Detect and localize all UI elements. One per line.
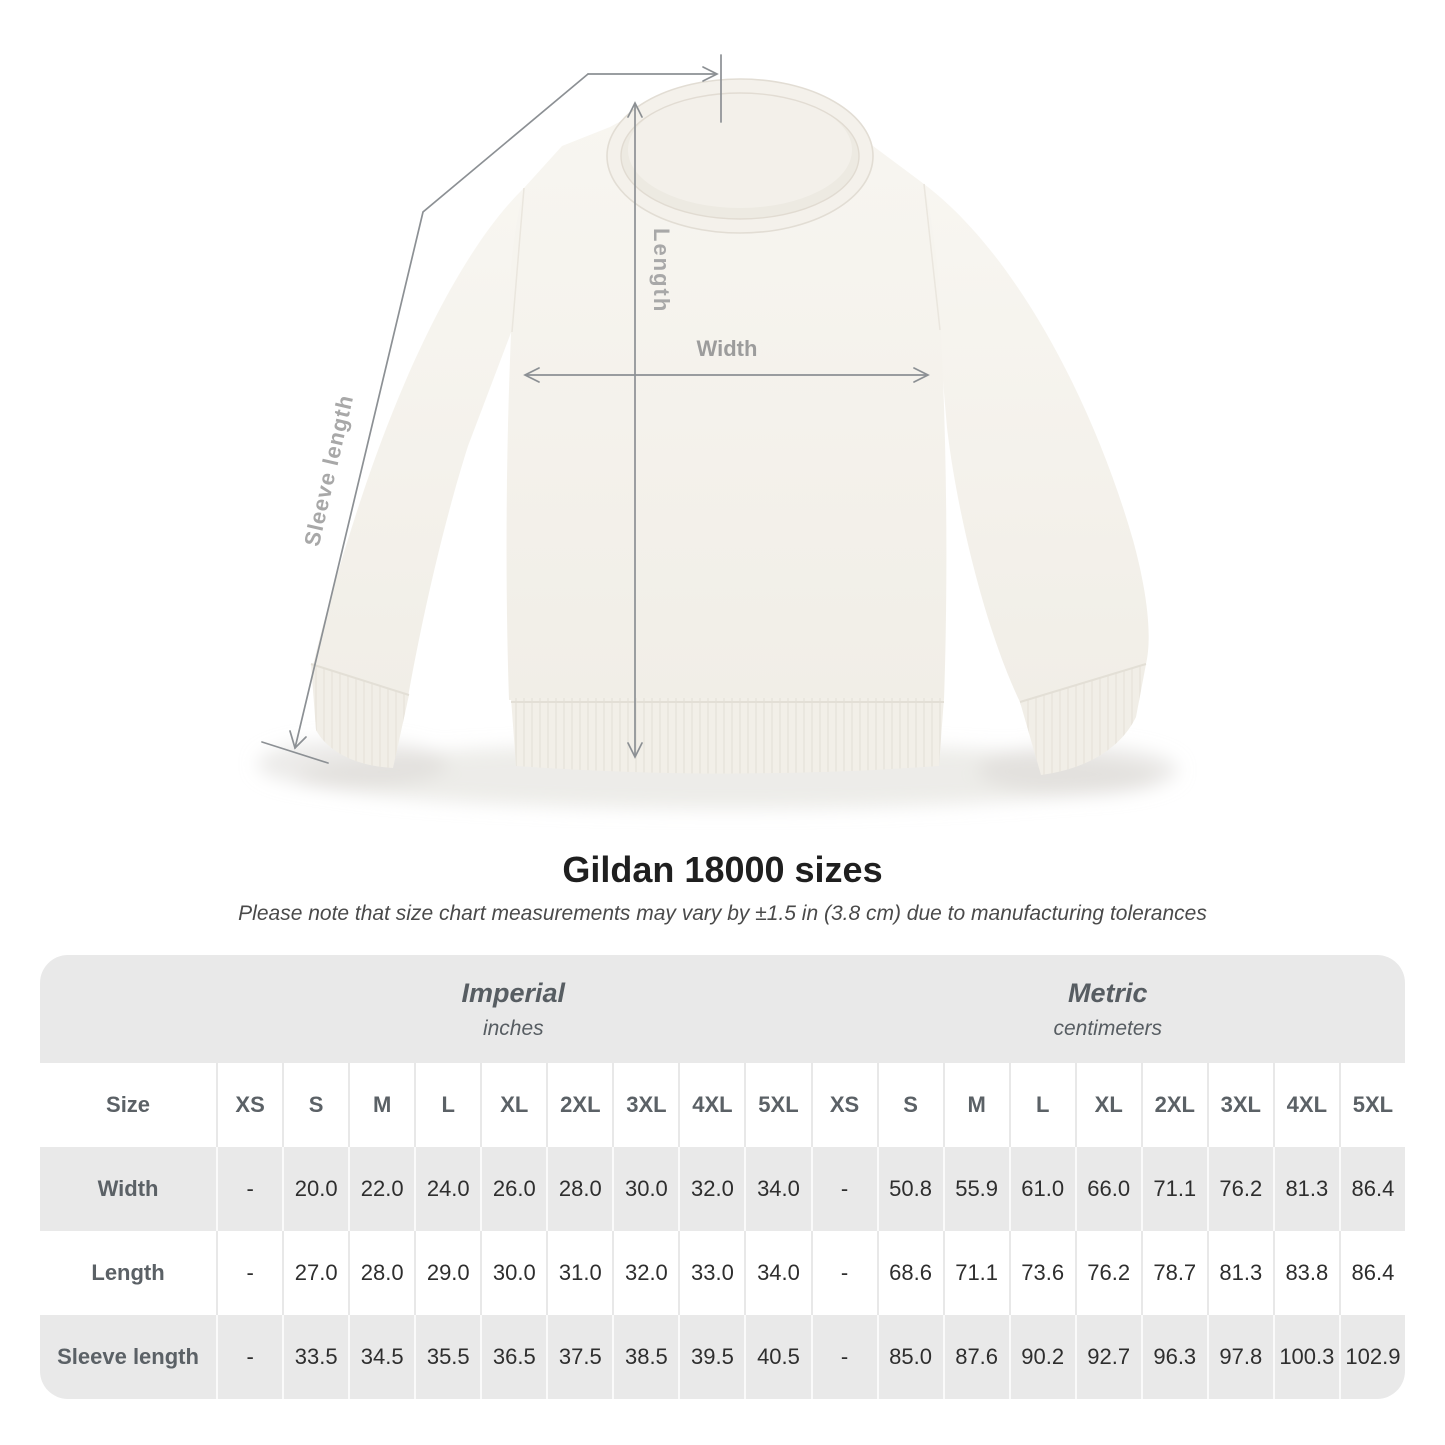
sweatshirt-collar [607,79,873,233]
value-cell: 30.0 [612,1147,678,1231]
value-cell: 83.8 [1273,1231,1339,1315]
value-cell: 85.0 [877,1315,943,1399]
size-header-imperial-5: 2XL [546,1063,612,1147]
imperial-band-cell [216,955,810,1063]
value-cell: 32.0 [678,1147,744,1231]
value-cell: 90.2 [1009,1315,1075,1399]
value-cell: 29.0 [414,1231,480,1315]
size-header-metric-8: 5XL [1339,1063,1405,1147]
row-label: Width [40,1147,216,1231]
value-cell: 34.5 [348,1315,414,1399]
value-cell: 86.4 [1339,1231,1405,1315]
value-cell: 76.2 [1075,1231,1141,1315]
value-cell: 81.3 [1273,1147,1339,1231]
size-header-imperial-1: S [282,1063,348,1147]
value-cell: 86.4 [1339,1147,1405,1231]
value-cell: 28.0 [348,1231,414,1315]
length-measure-label: Length [649,228,674,314]
measure-row-length [40,1231,1405,1315]
row-label: Sleeve length [40,1315,216,1399]
size-header-imperial-3: L [414,1063,480,1147]
imperial-group-title: Imperial [461,977,566,1008]
sleeve-length-measure-label: Sleeve length [299,392,359,549]
size-table [40,955,1405,1399]
size-header-imperial-8: 5XL [744,1063,810,1147]
sweatshirt-left-sleeve [311,188,524,768]
value-cell: - [811,1231,877,1315]
value-cell: - [811,1315,877,1399]
size-header-metric-2: M [943,1063,1009,1147]
value-cell: 61.0 [1009,1147,1075,1231]
size-header-metric-3: L [1009,1063,1075,1147]
value-cell: 73.6 [1009,1231,1075,1315]
value-cell: 81.3 [1207,1231,1273,1315]
sweatshirt-right-sleeve [924,184,1149,775]
value-cell: 33.0 [678,1231,744,1315]
tolerance-note: Please note that size chart measurements may vary by ±1.5 in (3.8 cm) due to manufacturing tolerances [238,902,1207,925]
value-cell: 26.0 [480,1147,546,1231]
value-cell: 71.1 [943,1231,1009,1315]
value-cell: 96.3 [1141,1315,1207,1399]
measure-row-width [40,1147,1405,1231]
value-cell: 24.0 [414,1147,480,1231]
size-header-imperial-4: XL [480,1063,546,1147]
value-cell: 76.2 [1207,1147,1273,1231]
value-cell: 34.0 [744,1231,810,1315]
value-cell: - [216,1231,282,1315]
size-header-imperial-6: 3XL [612,1063,678,1147]
size-header-metric-7: 4XL [1273,1063,1339,1147]
value-cell: 92.7 [1075,1315,1141,1399]
value-cell: 31.0 [546,1231,612,1315]
size-header-metric-0: XS [811,1063,877,1147]
value-cell: 22.0 [348,1147,414,1231]
metric-band-cell [811,955,1406,1063]
value-cell: 40.5 [744,1315,810,1399]
metric-group-title: Metric [1067,977,1148,1008]
value-cell: 33.5 [282,1315,348,1399]
size-header-row [40,1063,1405,1147]
value-cell: 68.6 [877,1231,943,1315]
value-cell: 100.3 [1273,1315,1339,1399]
value-cell: 78.7 [1141,1231,1207,1315]
sweatshirt-waistband [511,698,944,774]
size-header-imperial-0: XS [216,1063,282,1147]
size-header-metric-1: S [877,1063,943,1147]
size-header-imperial-2: M [348,1063,414,1147]
value-cell: 32.0 [612,1231,678,1315]
value-cell: 34.0 [744,1147,810,1231]
row-label: Length [40,1231,216,1315]
page-title: Gildan 18000 sizes [562,849,883,890]
value-cell: - [216,1147,282,1231]
unit-band-row [40,955,1405,1063]
imperial-group-unit: inches [482,1016,544,1040]
value-cell: 30.0 [480,1231,546,1315]
value-cell: 97.8 [1207,1315,1273,1399]
size-table-body [40,1063,1405,1399]
value-cell: 50.8 [877,1147,943,1231]
band-corner-cell [40,955,216,1063]
value-cell: 36.5 [480,1315,546,1399]
value-cell: 87.6 [943,1315,1009,1399]
value-cell: 66.0 [1075,1147,1141,1231]
value-cell: 55.9 [943,1147,1009,1231]
size-column-title: Size [40,1063,216,1147]
value-cell: 28.0 [546,1147,612,1231]
value-cell: 27.0 [282,1231,348,1315]
value-cell: 38.5 [612,1315,678,1399]
value-cell: - [216,1315,282,1399]
value-cell: 37.5 [546,1315,612,1399]
value-cell: - [811,1147,877,1231]
width-measure-label: Width [696,336,758,361]
measure-row-sleeve-length [40,1315,1405,1399]
value-cell: 102.9 [1339,1315,1405,1399]
size-header-metric-5: 2XL [1141,1063,1207,1147]
size-table-wrap [40,955,1405,1399]
size-header-imperial-7: 4XL [678,1063,744,1147]
value-cell: 71.1 [1141,1147,1207,1231]
size-header-metric-6: 3XL [1207,1063,1273,1147]
value-cell: 20.0 [282,1147,348,1231]
size-header-metric-4: XL [1075,1063,1141,1147]
value-cell: 35.5 [414,1315,480,1399]
value-cell: 39.5 [678,1315,744,1399]
metric-group-unit: centimeters [1053,1016,1163,1040]
